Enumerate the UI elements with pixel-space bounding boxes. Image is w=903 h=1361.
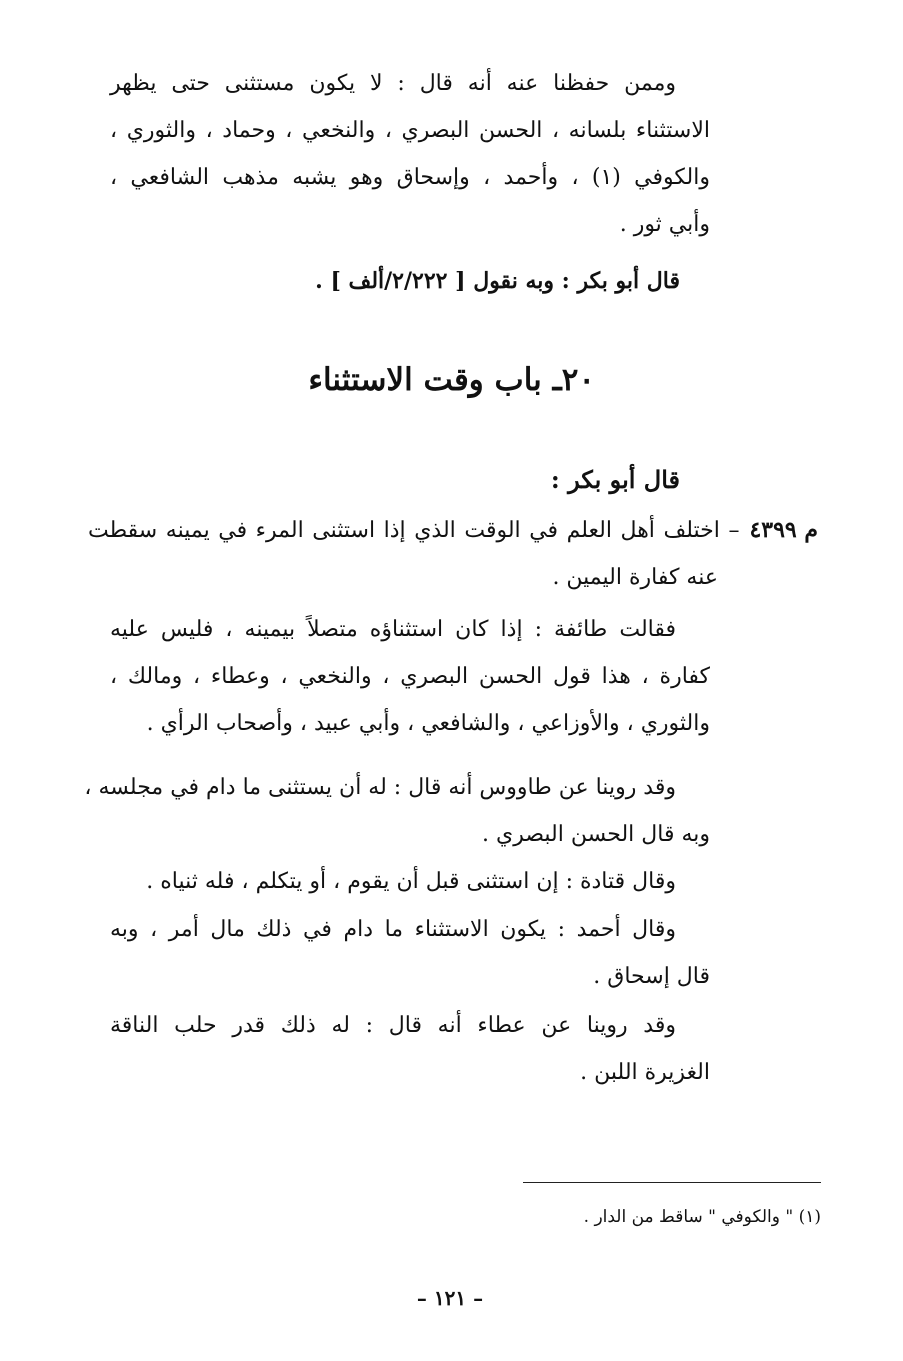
text-line: فقالت طائفة : إذا كان استثناؤه متصلاً بيمينه ، فليس عليه [110, 617, 676, 642]
text-line: كفارة ، هذا قول الحسن البصري ، والنخعي ، وعطاء ، ومالك ، [110, 664, 710, 689]
text-line: وقد روينا عن عطاء أنه قال : له ذلك قدر حلب الناقة [110, 1013, 676, 1038]
page-number: – ١٢١ – [416, 1286, 484, 1310]
text-line: الاستثناء بلسانه ، الحسن البصري ، والنخعي ، وحماد ، والثوري ، [110, 118, 710, 143]
footnote-divider [523, 1182, 821, 1183]
text-line: وبه قال الحسن البصري . [482, 822, 710, 847]
paragraph-1 [110, 60, 710, 248]
paragraph-c [110, 858, 710, 905]
text-line: وقال أحمد : يكون الاستثناء ما دام في ذلك مال أمر ، وبه [110, 917, 676, 942]
text-line: وقال قتادة : إن استثنى قبل أن يقوم ، أو يتكلم ، فله ثنياه . [146, 869, 676, 894]
text-line: والثوري ، والأوزاعي ، والشافعي ، وأبي عبيد ، وأصحاب الرأي . [146, 711, 710, 736]
text-line: الغزيرة اللبن . [580, 1060, 710, 1085]
paragraph-d [110, 906, 710, 1000]
text-line: قال أبو بكر : وبه نقول [ ٢/٢٢٢/ألف ] . [315, 268, 680, 294]
paragraph-a [110, 606, 710, 747]
text-line: قال إسحاق . [593, 964, 710, 989]
paragraph-b [84, 764, 710, 858]
text-line: وقد روينا عن طاووس أنه قال : له أن يستثنى ما دام في مجلسه ، [84, 775, 676, 800]
paragraph-2 [210, 258, 680, 305]
masala-number: م ٤٣٩٩ [749, 517, 818, 543]
masala-4399 [88, 507, 818, 601]
paragraph-e [110, 1002, 710, 1096]
text-line: – اختلف أهل العلم في الوقت الذي إذا استثنى المرء في يمينه سقطت [88, 518, 740, 543]
text-line: وممن حفظنا عنه أنه قال : لا يكون مستثنى حتى يظهر [110, 71, 676, 96]
text-line: عنه كفارة اليمين . [552, 565, 718, 590]
chapter-heading: ٢٠ـ باب وقت الاستثناء [308, 362, 595, 398]
text-line: وأبي ثور . [619, 212, 710, 237]
masala-first-line [88, 507, 818, 554]
sub-heading: قال أبو بكر : [550, 465, 680, 494]
text-line: والكوفي (١) ، وأحمد ، وإسحاق وهو يشبه مذهب الشافعي ، [110, 165, 710, 190]
footnote: (١) " والكوفي " ساقط من الدار . [583, 1207, 821, 1227]
